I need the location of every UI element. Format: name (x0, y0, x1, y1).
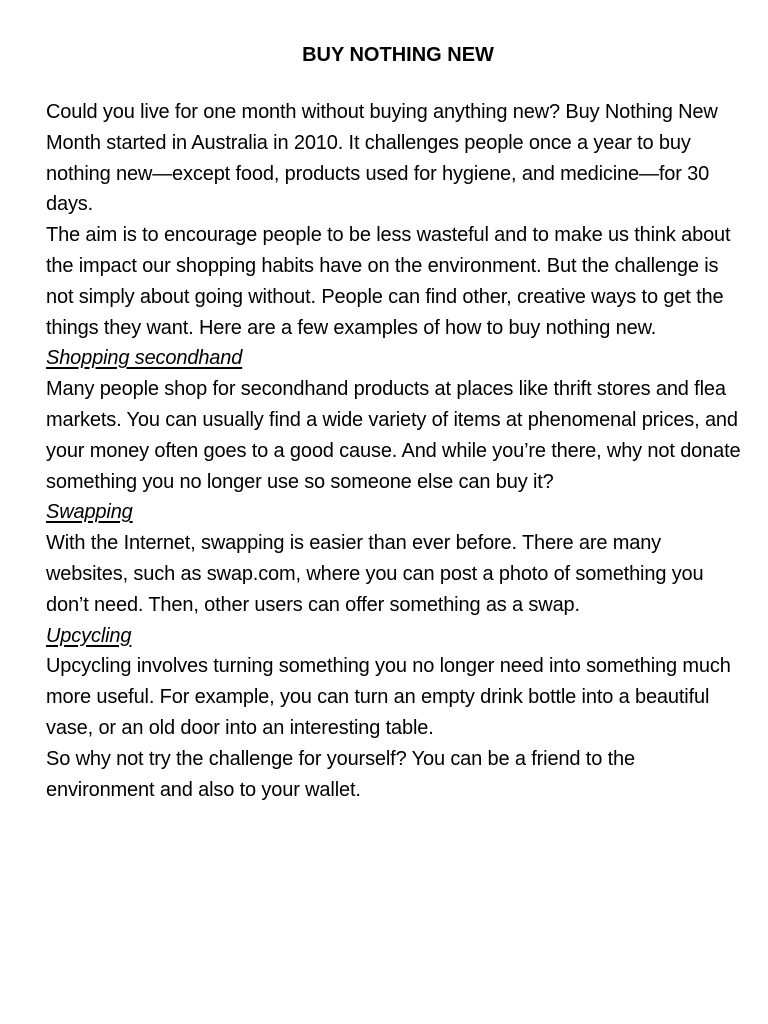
section-heading-shopping-secondhand: Shopping secondhand (46, 347, 243, 370)
intro-paragraph: Could you live for one month without buying anything new? Buy Nothing New Month started in Australia in 2010. It challenges people once a year to buy nothing new—except food, products used for hygiene, and medicine—for 30 days. (46, 101, 718, 216)
swapping-paragraph: With the Internet, swapping is easier than ever before. There are many websites, such as swap.com, where you can post a photo of something you don’t need. Then, other users can offer something as a swap. (46, 532, 704, 616)
section-heading-swapping: Swapping (46, 501, 133, 524)
aim-paragraph: The aim is to encourage people to be less wasteful and to make us think about the impact our shopping habits have on the environment. But the challenge is not simply about going without. People can find other, creative ways to get the things they want. Here are a few examples of how to buy nothing new. (46, 224, 731, 339)
section-heading-upcycling: Upcycling (46, 624, 132, 647)
closing-paragraph: So why not try the challenge for yourself? You can be a friend to the environment and also to your wallet. (46, 747, 635, 801)
shopping-secondhand-paragraph: Many people shop for secondhand products at places like thrift stores and flea markets. You can usually find a wide variety of items at phenomenal prices, and your money often goes to a good cause. And while you’re there, why not donate something you no longer use so someone else can buy it? (46, 378, 741, 493)
document-title: BUY NOTHING NEW (302, 44, 494, 66)
upcycling-paragraph: Upcycling involves turning something you no longer need into something much more useful. For example, you can turn an empty drink bottle into a beautiful vase, or an old door into an interesting table. (46, 655, 731, 739)
document-body (46, 97, 746, 805)
